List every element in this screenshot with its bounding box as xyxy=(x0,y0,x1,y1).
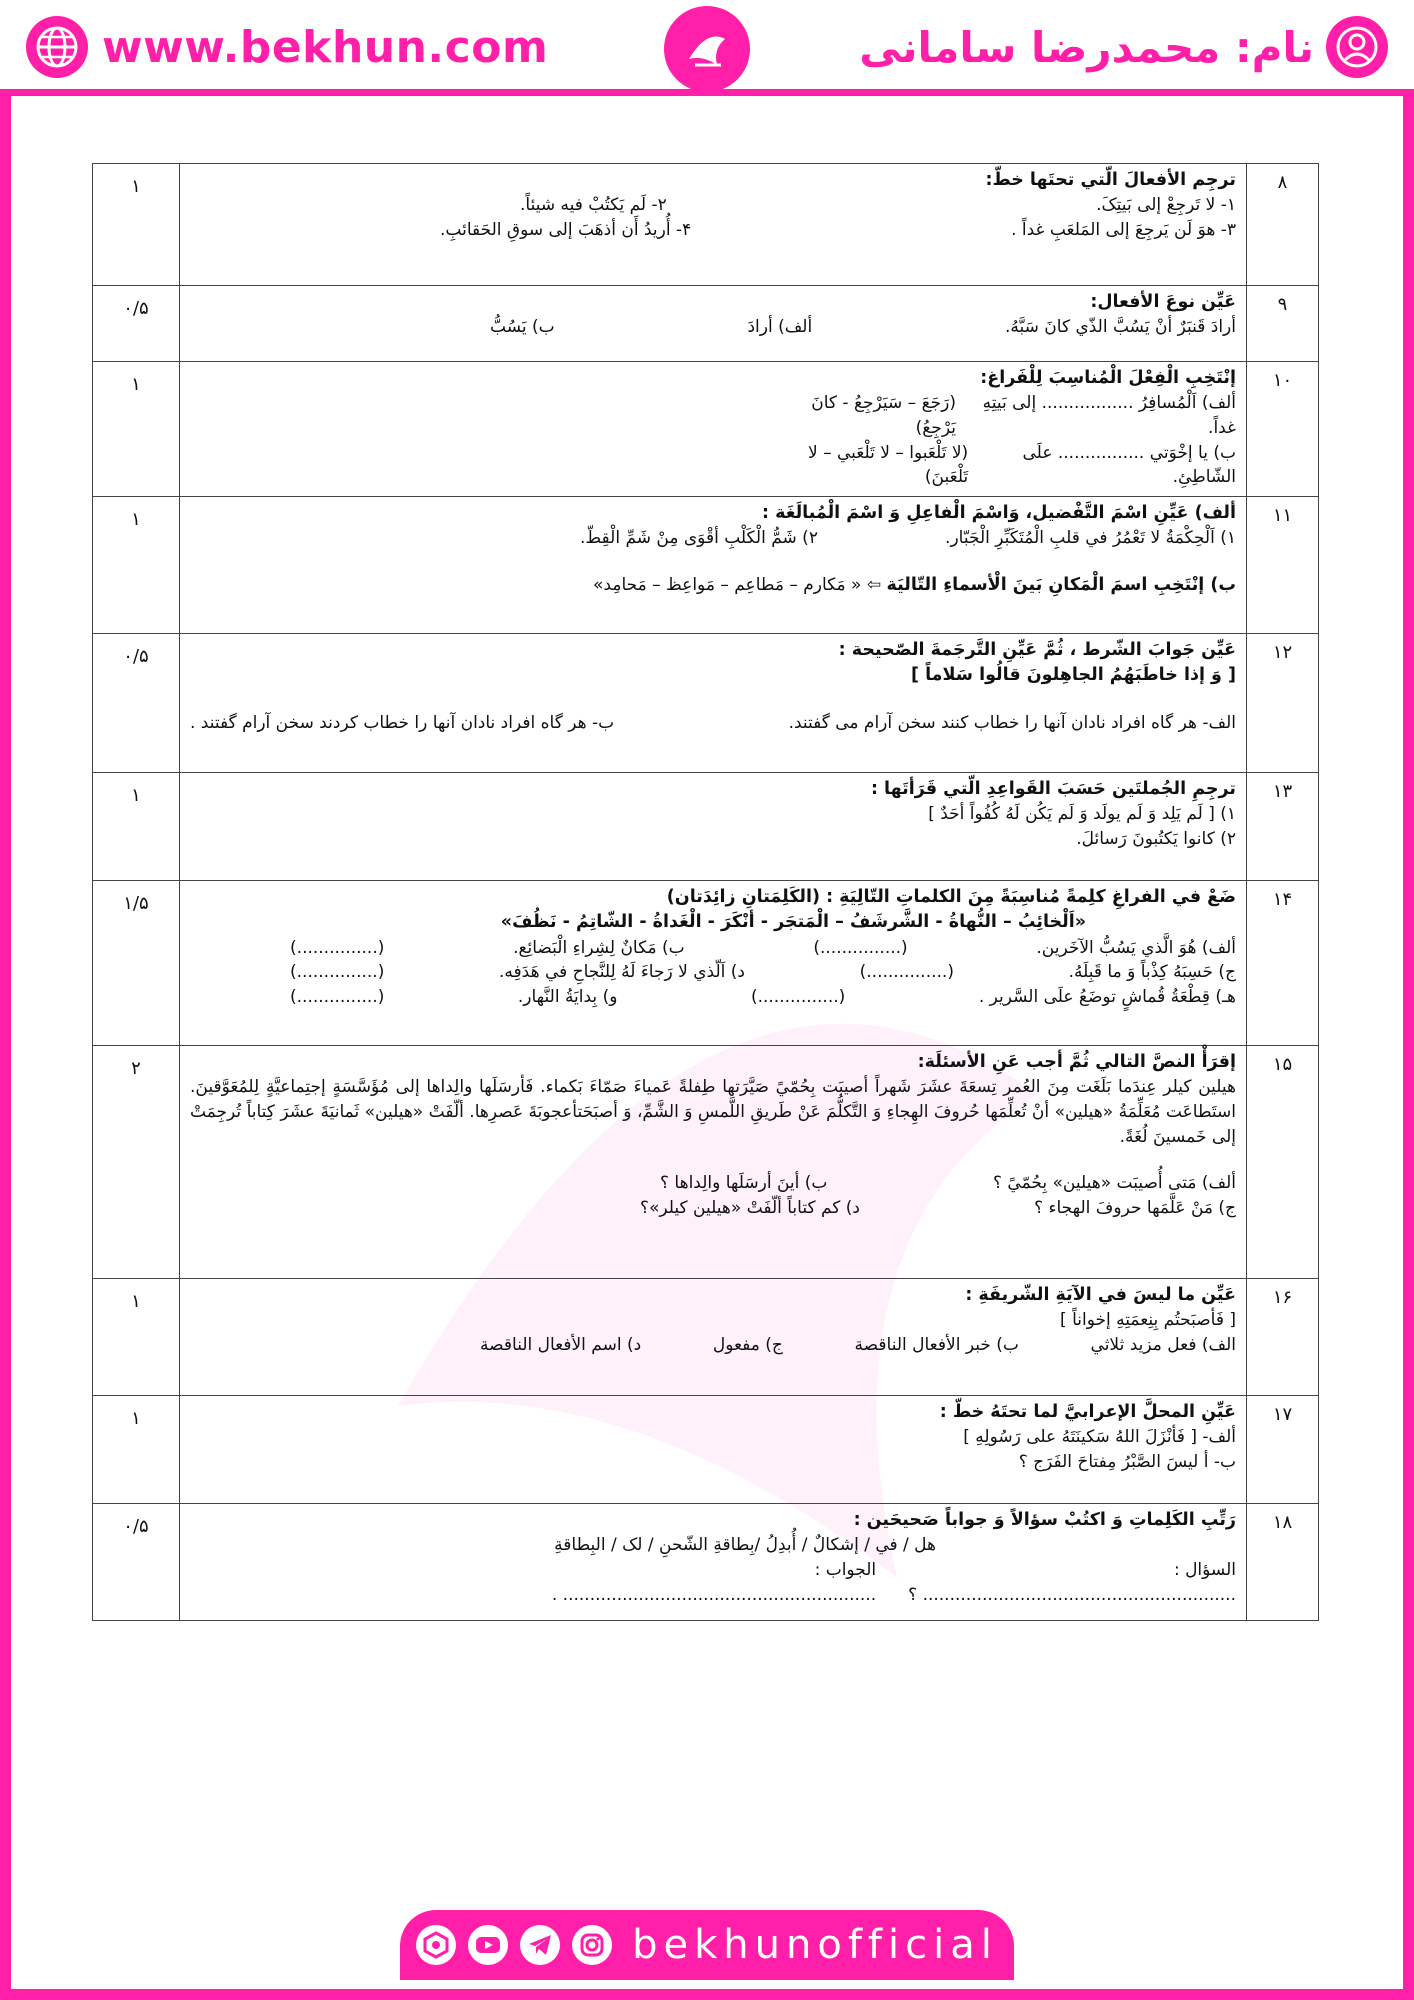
question-score: ۱ xyxy=(93,496,180,633)
footer-bar xyxy=(400,1910,1014,1980)
question-number: ۱۶ xyxy=(1247,1278,1319,1395)
option: ب) يَسُبُّ xyxy=(490,317,555,338)
user-icon xyxy=(1326,16,1388,78)
question-title: ترجِم الأفعالَ الّتي تحتَها خطّ: xyxy=(985,170,1236,190)
item: ۱) [ لَم يَلِد وَ لَم يولَد وَ لَم يَكُن لَهُ كُفُواً أحَدٌ ] xyxy=(928,804,1236,825)
question-body xyxy=(180,633,1247,772)
item: د) كم كتاباً ألّفَتْ «هيلين كيلر»؟ xyxy=(640,1197,860,1218)
question-body xyxy=(180,164,1247,286)
question-number: ۱۴ xyxy=(1247,880,1319,1045)
sentence: أرادَ قَنبَرٌ أنْ يَسُبَّ الذّي كانَ سَبَّهُ. xyxy=(1005,317,1236,338)
question-title: ترجِمِ الجُملتَین حَسَبَ القَواعِدِ الّتي قَرَأتَها : xyxy=(870,778,1236,799)
question-score: ۱/۵ xyxy=(93,880,180,1045)
question-number: ۱۰ xyxy=(1247,362,1319,497)
item: ب) أينَ أرسَلَها والِداها ؟ xyxy=(660,1173,828,1194)
question-row xyxy=(93,286,1319,362)
question-number: ۸ xyxy=(1247,164,1319,286)
question-number: ۱۳ xyxy=(1247,772,1319,880)
youtube-icon[interactable] xyxy=(468,1925,508,1965)
question-number: ۱۲ xyxy=(1247,633,1319,772)
question-score: ۲ xyxy=(93,1045,180,1278)
rubika-icon[interactable] xyxy=(416,1925,456,1965)
option: الف- هر گاه افراد نادان آنها را خطاب کنند سخن آرام می گفتند. xyxy=(788,712,1236,733)
item: ألف) اَلْمُسافِرُ ................. إلی بَيتِهِ غداً. xyxy=(982,393,1236,439)
verse: [ فَأصبَحتُم بِنِعمَتِهِ إخواناً ] xyxy=(1060,1310,1236,1331)
option: ج) مفعول xyxy=(712,1334,783,1355)
word-list: هل / في / إشكالٌ / أُبدِلُ /بِطاقةِ الشّحنِ / لک / البِطاقةِ xyxy=(554,1535,936,1556)
option: ب) خبر الأفعال الناقصة xyxy=(854,1334,1019,1355)
bekhun-logo xyxy=(664,6,750,92)
item: ب- أ ليسَ الصَّبْرُ مِفتاحَ الفَرَج ؟ xyxy=(1018,1451,1236,1472)
item: هـ) قِطْعَةُ قُماشٍ توضَعُ علَی السَّرير . xyxy=(978,986,1236,1007)
question-score: ۱ xyxy=(93,1395,180,1503)
question-title: رَتِّبِ الكَلِماتِ وَ اكتُبْ سؤالاً وَ جواباً صَحيحَين : xyxy=(853,1509,1236,1530)
answer-line: الجواب : .......................................................... . xyxy=(551,1559,877,1605)
blank: (...............) xyxy=(859,962,954,983)
question-row xyxy=(93,772,1319,880)
blank: (...............) xyxy=(290,986,385,1007)
option: الف) فعل مزيد ثلاثي xyxy=(1090,1334,1236,1355)
item: ألف) هُوَ الَّذي يَسُبُّ الآخَرين. xyxy=(1036,937,1236,958)
question-score: ۱ xyxy=(93,164,180,286)
question-score: ۱ xyxy=(93,1278,180,1395)
item: ج) مَنْ عَلَّمَها حروفَ الهجاء ؟ xyxy=(1034,1197,1236,1218)
instagram-icon[interactable] xyxy=(572,1925,612,1965)
question-row xyxy=(93,362,1319,497)
item: ج) حَسِبَهُ كِذْباً وَ ما قَبِلَهُ. xyxy=(1068,962,1236,983)
question-title: عَيِّن ما ليسَ في الآيَةِ الشّريفَةِ : xyxy=(965,1284,1236,1305)
question-row xyxy=(93,496,1319,633)
question-row xyxy=(93,880,1319,1045)
question-number: ۱۷ xyxy=(1247,1395,1319,1503)
question-title: إنْتَخِبِ الْفِعْلَ الْمُناسِبَ لِلْفَراغ: xyxy=(980,368,1236,388)
question-number: ۹ xyxy=(1247,286,1319,362)
telegram-icon[interactable] xyxy=(520,1925,560,1965)
word-bank: «اَلْخائِبُ – النُّهاةُ - الشَّرشَفُ – الْمَتجَر - أنْكَرَ - الْغَداةُ - الشّاتِمُ - نَظُفَ» xyxy=(500,912,1086,933)
question-row xyxy=(93,164,1319,286)
question-body: ألف) عَيِّنِ اسْمَ التَّفْضيل، وَاسْمَ الْفاعِلِ وَ اسْمَ الْمُبالَغَة : ۱) اَلْحِكْمَةُ لا تَعْمُرُ في قلبِ الْمُتَكَبِّرِ الْجَبّار. ۲) شَمُّ الْكَلْبِ أقْوَی مِنْ شَمِّ الْقِطّ. ب) إنْتَخِبِ اسمَ الْمَكانِ بَینَ الْأسماءِ التّالیَة ⇦ « مَكارم – مَطاعِم – مَواعِظ – مَحامِد» xyxy=(180,496,1247,633)
header xyxy=(0,0,1414,96)
item: ۱) اَلْحِكْمَةُ لا تَعْمُرُ في قلبِ الْمُتَكَبِّرِ الْجَبّار. xyxy=(945,528,1236,549)
question-body xyxy=(180,362,1247,497)
item: ۲) كانوا يَكتُبونَ رَسائلَ. xyxy=(1076,828,1236,849)
passage: هيلين كيلر عِندَما بَلَغَت مِنَ العُمر تِسعَةَ عشَرَ شَهراً أصيبَت بِحُمّيً صَيَّرَتها طِفلةً عَمياءَ صَمّاءَ بَكماء. فَأرسَلَها والِداها إلی مُؤَسَّسَةٍ إجتِماعيَّةٍ لِلمُعَوَّقينَ. استَطاعَت مُعَلِّمَةُ «هيلين» أنْ تُعلِّمَها حُروفَ الهِجاءِ وَ التَّكلُّمَ عَنْ طَريقِ اللَّمسِ وَ الشَّمِّ، وَ أصبَحَتأعجوبَةَ عَصرِها. ألّفَتْ «هيلين» ثَمانيَةَ عشَرَ كِتاباً تُرجِمَتْ إلی خَمسينَ لُغَةً. xyxy=(190,1077,1236,1147)
question-title: إقرَأْ النصَّ التالي ثُمَّ أجب عَنِ الأسئلَة: xyxy=(917,1051,1236,1072)
item: ألف- [ فَأنْزَلَ اللهُ سَكينَتَهُ علی رَسُولِهِ ] xyxy=(963,1427,1236,1448)
site-url: www.bekhun.com xyxy=(102,21,549,73)
question-score: ۱ xyxy=(93,772,180,880)
question-title: عَيِّن جَوابَ الشّرط ، ثُمَّ عَيِّنِ التَّرجَمةَ الصّحیحة : xyxy=(838,639,1236,660)
question-score: ۰/۵ xyxy=(93,633,180,772)
question-number: ۱۸ xyxy=(1247,1503,1319,1620)
student-name-block xyxy=(859,16,1388,78)
item: ب) مَكانٌ لِشِراءِ الْبَضائِع. xyxy=(513,937,685,958)
item: ۲) شَمُّ الْكَلْبِ أقْوَی مِنْ شَمِّ الْقِطّ. xyxy=(580,528,818,549)
item: ۴- أُريدُ أَن أذهَبَ إلی سوقِ الحَقائبِ. xyxy=(440,220,692,241)
option: ألف) أرادَ xyxy=(747,317,813,338)
site-link[interactable] xyxy=(26,16,548,78)
item: ۳- هوَ لَن يَرجِعَ إلی المَلعَبِ غداً . xyxy=(1011,220,1236,241)
option: د) اسم الأفعال الناقصة xyxy=(480,1334,642,1355)
question-score: ۱ xyxy=(93,362,180,497)
item: ۲- لَم يَكتُبْ فيه شيئاً. xyxy=(520,195,667,216)
item: د) اَلّذي لا رَجاءَ لَهُ لِلنَّجاحِ في هَدَفِه. xyxy=(499,962,745,983)
blank: (...............) xyxy=(290,937,385,958)
question-number: ۱۱ xyxy=(1247,496,1319,633)
item: ب) يا إخْوَتي ................ علَی الشّاطِئِ. xyxy=(1022,442,1236,488)
item: و) بِدایَةُ النَّهار. xyxy=(517,986,618,1007)
item: ۱- لا تَرجِعْ إلی بَیتِکَ. xyxy=(1096,195,1236,216)
blank: (...............) xyxy=(750,986,846,1007)
student-name: نام: محمدرضا سامانی xyxy=(859,22,1314,72)
question-body xyxy=(180,1278,1247,1395)
question-score: ۰/۵ xyxy=(93,286,180,362)
question-body xyxy=(180,1503,1247,1620)
blank: (...............) xyxy=(290,962,385,983)
question-body xyxy=(180,1395,1247,1503)
part-b-title: ب) إنْتَخِبِ اسمَ الْمَكانِ بَینَ الْأسماءِ التّالیَة xyxy=(886,574,1236,595)
part-b-list: « مَكارم – مَطاعِم – مَواعِظ – مَحامِد» xyxy=(593,574,862,595)
globe-icon xyxy=(26,16,88,78)
question-body xyxy=(180,1045,1247,1278)
question-body xyxy=(180,286,1247,362)
question-title: ألف) عَيِّنِ اسْمَ التَّفْضيل، وَاسْمَ الْفاعِلِ وَ اسْمَ الْمُبالَغَة : xyxy=(762,502,1236,523)
exam-table xyxy=(92,163,1319,1621)
question-score: ۰/۵ xyxy=(93,1503,180,1620)
question-body xyxy=(180,880,1247,1045)
question-row xyxy=(93,1395,1319,1503)
question-title: ضَعْ في الفراغِ كلِمةً مُناسِبَةً مِنَ الكلماتِ التّالِیَةِ : (الکَلِمَتانِ زائِدَتان) xyxy=(666,886,1236,907)
blank: (...............) xyxy=(813,937,908,958)
question-body xyxy=(180,772,1247,880)
item: ألف) مَتی أُصيبَت «هيلين» بِحُمّيً ؟ xyxy=(993,1173,1236,1194)
question-row xyxy=(93,1278,1319,1395)
verse: [ وَ إذا خاطَبَهُمُ الجاهِلونَ قالُوا سَلاماً ] xyxy=(911,665,1236,686)
question-row xyxy=(93,1503,1319,1620)
choices: (رَجَعَ – سَيَرْجِعُ - كانَ يَرْجِعُ) xyxy=(811,393,956,439)
question-title: عَیِّن نوعَ الأفعال: xyxy=(1090,292,1236,312)
question-row xyxy=(93,633,1319,772)
question-title: عَيِّنِ المحلَّ الإعرابيَّ لما تحتَهُ خطّ : xyxy=(939,1401,1236,1422)
question-line: السؤال : .......................................................... ؟ xyxy=(908,1559,1236,1605)
option: ب- هر گاه افراد نادان آنها را خطاب کردند سخن آرام گفتند . xyxy=(190,712,615,733)
question-row xyxy=(93,1045,1319,1278)
question-number: ۱۵ xyxy=(1247,1045,1319,1278)
choices: (لا تَلْعَبوا – لا تَلْعَبي – لا تَلْعَبنَ) xyxy=(807,442,969,488)
footer-handle: bekhunofficial xyxy=(632,1922,998,1968)
